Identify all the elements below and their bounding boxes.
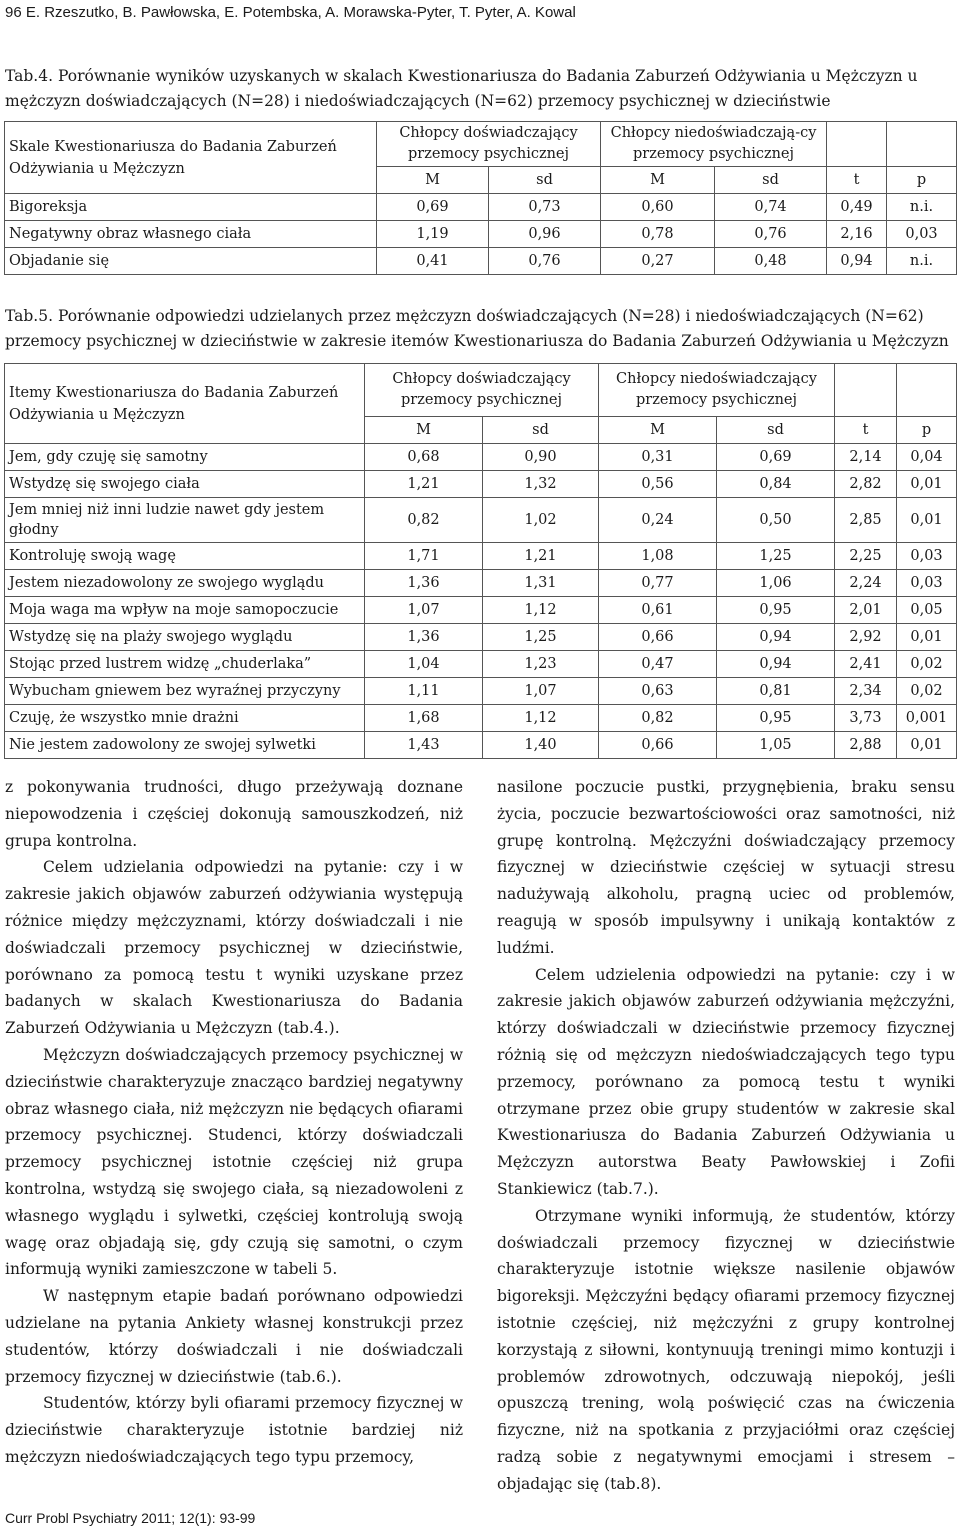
cell: 0,81 — [717, 678, 835, 705]
cell: 1,02 — [483, 498, 599, 543]
cell: 1,36 — [365, 624, 483, 651]
cell: 1,71 — [365, 543, 483, 570]
cell: 0,95 — [717, 597, 835, 624]
table-row — [5, 543, 957, 570]
row-label: Wstydzę się na plaży swojego wyglądu — [5, 624, 365, 651]
cell: 3,73 — [835, 705, 897, 732]
table-5-col-header: t — [835, 417, 897, 444]
paragraph: Mężczyzn doświadczających przemocy psychicznej w dzieciństwie charakteryzuje znacząco bardziej negatywny obraz własnego ciała, niż mężczyzn nie będących ofiarami przemocy psychicznej. Studenci, którzy doświadczali przemocy psychicznej istotnie częściej niż grupa kontrolna, wstydzą się swojego ciała, są niezadowoleni z własnego wyglądu i sylwetki, częściej kontrolują swoją wagę oraz objadają się, gdy czują się samotni, o czym informują wyniki zamieszczone w tabeli 5. — [5, 1045, 463, 1279]
table-row — [5, 570, 957, 597]
cell: 2,16 — [827, 221, 887, 248]
cell: 0,24 — [599, 498, 717, 543]
paragraph: Celem udzielania odpowiedzi na pytanie: czy i w zakresie jakich objawów zaburzeń odżywiania występują różnice między mężczyznami, którzy doświadczali i nie doświadczali przemocy psychicznej w dzieciństwie, porównano za pomocą testu t wyniki uzyskane przez badanych w skalach Kwestionariusza do Badania Zaburzeń Odżywiania u Mężczyzn (tab.4.). — [5, 858, 463, 1038]
row-label: Jem mniej niż inni ludzie nawet gdy jestem głodny — [5, 498, 365, 543]
cell: 0,94 — [827, 248, 887, 275]
cell: 2,25 — [835, 543, 897, 570]
cell: 1,25 — [717, 543, 835, 570]
paragraph: Studentów, którzy byli ofiarami przemocy fizycznej w dzieciństwie charakteryzuje istotnie bardziej niż mężczyzn niedoświadczających tego typu przemocy, — [5, 1394, 463, 1466]
table-4-col-header: M — [377, 167, 489, 194]
cell: 0,66 — [599, 732, 717, 759]
cell: 0,78 — [601, 221, 715, 248]
cell: 1,21 — [365, 471, 483, 498]
cell: 0,04 — [897, 444, 957, 471]
cell: 1,08 — [599, 543, 717, 570]
cell: 1,32 — [483, 471, 599, 498]
paragraph: nasilone poczucie pustki, przygnębienia, braku sensu życia, poczucie bezwartościowości oraz samotności, niż grupę kontrolną. Mężczyźni doświadczający przemocy fizycznej w dzieciństwie częściej w sytuacji stresu nadużywają alkoholu, pragną uciec od problemów, reagują w sposób impulsywny i unikają kontaktów z ludźmi. — [497, 778, 955, 957]
cell: 0,61 — [599, 597, 717, 624]
table-5-group-control: Chłopcy niedoświadczający przemocy psychicznej — [599, 364, 835, 417]
paragraph: Celem udzielenia odpowiedzi na pytanie: czy i w zakresie jakich objawów zaburzeń odżywiania mężczyźni, którzy doświadczali w dzieciństwie przemocy fizycznej różnią się od mężczyzn niedoświadczających tego typu przemocy, porównano za pomocą testu t wyniki otrzymane przez obie grupy studentów w zakresie skal Kwestionariusza do Badania Zaburzeń Odżywiania u Mężczyzn autorstwa Beaty Pawłowskiej i Zofii Stankiewicz (tab.7.). — [497, 965, 955, 1198]
cell: 0,05 — [897, 597, 957, 624]
row-label: Negatywny obraz własnego ciała — [5, 221, 377, 248]
table-5-col-header: p — [897, 417, 957, 444]
cell: 1,06 — [717, 570, 835, 597]
running-header: 96 E. Rzeszutko, B. Pawłowska, E. Potembska, A. Morawska-Pyter, T. Pyter, A. Kowal — [5, 4, 576, 21]
row-label: Czuję, że wszystko mnie drażni — [5, 705, 365, 732]
table-row — [5, 651, 957, 678]
cell: 0,001 — [897, 705, 957, 732]
cell: 0,01 — [897, 732, 957, 759]
cell: 0,76 — [715, 221, 827, 248]
row-label: Bigoreksja — [5, 194, 377, 221]
table-row — [5, 471, 957, 498]
table-row — [5, 597, 957, 624]
cell: 1,04 — [365, 651, 483, 678]
cell: 0,47 — [599, 651, 717, 678]
cell: 1,36 — [365, 570, 483, 597]
cell: 1,68 — [365, 705, 483, 732]
cell: 1,19 — [377, 221, 489, 248]
table-row — [5, 624, 957, 651]
table-row — [5, 444, 957, 471]
row-label: Nie jestem zadowolony ze swojej sylwetki — [5, 732, 365, 759]
cell: n.i. — [887, 248, 957, 275]
cell: 2,82 — [835, 471, 897, 498]
cell: 0,31 — [599, 444, 717, 471]
cell: 0,03 — [897, 543, 957, 570]
table-row — [5, 498, 957, 543]
table-4-col-header: t — [827, 167, 887, 194]
table-5-group-abused: Chłopcy doświadczający przemocy psychicznej — [365, 364, 599, 417]
cell: 0,76 — [489, 248, 601, 275]
cell: 1,07 — [365, 597, 483, 624]
table-4-col-header: p — [887, 167, 957, 194]
cell: 0,96 — [489, 221, 601, 248]
cell: 1,21 — [483, 543, 599, 570]
table-4-caption: Tab.4. Porównanie wyników uzyskanych w skalach Kwestionariusza do Badania Zaburzeń Odżywiania u Mężczyzn u mężczyzn doświadczających (N=28) i niedoświadczających (N=62) przemocy psychicznej w dzieciństwie — [5, 67, 918, 110]
cell: 1,12 — [483, 705, 599, 732]
cell: 1,23 — [483, 651, 599, 678]
body-column-right — [497, 774, 955, 1498]
cell: 0,82 — [365, 498, 483, 543]
table-5-stub-header: Itemy Kwestionariusza do Badania Zaburzeń Odżywiania u Mężczyzn — [5, 364, 365, 444]
table-5-col-header: M — [365, 417, 483, 444]
row-label: Objadanie się — [5, 248, 377, 275]
table-row — [5, 705, 957, 732]
table-5-empty-cell — [835, 364, 897, 417]
cell: 2,88 — [835, 732, 897, 759]
body-column-left — [5, 774, 463, 1471]
cell: 0,03 — [887, 221, 957, 248]
table-5-col-header: sd — [483, 417, 599, 444]
table-4-stub-header: Skale Kwestionariusza do Badania Zaburzeń Odżywiania u Mężczyzn — [5, 122, 377, 194]
table-5-empty-cell — [897, 364, 957, 417]
paragraph: Otrzymane wyniki informują, że studentów, którzy doświadczali przemocy fizycznej w dzieciństwie charakteryzuje istotnie większe nasilenie objawów bigoreksji. Mężczyźni będący ofiarami przemocy fizycznej istotnie częściej, niż mężczyźni z grupy kontrolnej korzystają z siłowni, kontynuują treningi mimo kontuzji i problemów zdrowotnych, odczuwają niepokój, jeśli opuszczą trening, wolą poświęcić czas na ćwiczenia fizyczne, niż na spotkania z przyjaciółmi oraz częściej radzą sobie z negatywnymi emocjami i stresem – objadając się (tab.8). — [497, 1206, 955, 1493]
cell: 0,73 — [489, 194, 601, 221]
cell: 0,01 — [897, 624, 957, 651]
cell: 1,25 — [483, 624, 599, 651]
table-4-col-header: M — [601, 167, 715, 194]
cell: 0,56 — [599, 471, 717, 498]
cell: n.i. — [887, 194, 957, 221]
row-label: Kontroluję swoją wagę — [5, 543, 365, 570]
cell: 0,77 — [599, 570, 717, 597]
table-row — [5, 678, 957, 705]
table-5-col-header: M — [599, 417, 717, 444]
cell: 0,63 — [599, 678, 717, 705]
cell: 0,48 — [715, 248, 827, 275]
table-4-group-control: Chłopcy niedoświadczają-cy przemocy psychicznej — [601, 122, 827, 167]
table-4-group-abused: Chłopcy doświadczający przemocy psychicznej — [377, 122, 601, 167]
cell: 0,03 — [897, 570, 957, 597]
paragraph: W następnym etapie badań porównano odpowiedzi udzielane na pytania Ankiety własnej konstrukcji przez studentów, którzy doświadczali i nie doświadczali przemocy fizycznej w dzieciństwie (tab.6.). — [5, 1287, 463, 1386]
paragraph: z pokonywania trudności, długo przeżywają doznane niepowodzenia i częściej dokonują samouszkodzeń, niż grupa kontrolna. — [5, 778, 463, 850]
table-row — [5, 221, 957, 248]
table-row — [5, 194, 957, 221]
cell: 2,85 — [835, 498, 897, 543]
cell: 0,82 — [599, 705, 717, 732]
cell: 0,69 — [377, 194, 489, 221]
cell: 0,90 — [483, 444, 599, 471]
table-5 — [4, 363, 957, 759]
table-4-empty-cell — [887, 122, 957, 167]
cell: 2,24 — [835, 570, 897, 597]
cell: 0,01 — [897, 471, 957, 498]
cell: 1,11 — [365, 678, 483, 705]
table-4-empty-cell — [827, 122, 887, 167]
row-label: Jem, gdy czuję się samotny — [5, 444, 365, 471]
table-4-col-header: sd — [489, 167, 601, 194]
row-label: Wybucham gniewem bez wyraźnej przyczyny — [5, 678, 365, 705]
cell: 0,49 — [827, 194, 887, 221]
row-label: Jestem niezadowolony ze swojego wyglądu — [5, 570, 365, 597]
cell: 0,66 — [599, 624, 717, 651]
cell: 2,01 — [835, 597, 897, 624]
cell: 0,41 — [377, 248, 489, 275]
cell: 1,40 — [483, 732, 599, 759]
table-5-caption: Tab.5. Porównanie odpowiedzi udzielanych przez mężczyzn doświadczających (N=28) i niedoświadczających (N=62) przemocy psychicznej w dzieciństwie w zakresie itemów Kwestionariusza do Badania Zaburzeń Odżywiania u Mężczyzn — [5, 307, 949, 350]
table-4 — [4, 121, 957, 275]
row-label: Wstydzę się swojego ciała — [5, 471, 365, 498]
row-label: Stojąc przed lustrem widzę „chuderlaka” — [5, 651, 365, 678]
table-5-col-header: sd — [717, 417, 835, 444]
table-4-col-header: sd — [715, 167, 827, 194]
cell: 0,02 — [897, 651, 957, 678]
cell: 2,14 — [835, 444, 897, 471]
cell: 1,43 — [365, 732, 483, 759]
cell: 0,74 — [715, 194, 827, 221]
cell: 0,95 — [717, 705, 835, 732]
cell: 0,02 — [897, 678, 957, 705]
cell: 2,92 — [835, 624, 897, 651]
cell: 2,34 — [835, 678, 897, 705]
cell: 0,68 — [365, 444, 483, 471]
journal-footer: Curr Probl Psychiatry 2011; 12(1): 93-99 — [5, 1510, 256, 1526]
cell: 1,05 — [717, 732, 835, 759]
cell: 0,27 — [601, 248, 715, 275]
cell: 1,31 — [483, 570, 599, 597]
cell: 0,94 — [717, 651, 835, 678]
row-label: Moja waga ma wpływ na moje samopoczucie — [5, 597, 365, 624]
cell: 1,07 — [483, 678, 599, 705]
cell: 0,50 — [717, 498, 835, 543]
cell: 0,84 — [717, 471, 835, 498]
table-row — [5, 248, 957, 275]
cell: 1,12 — [483, 597, 599, 624]
cell: 2,41 — [835, 651, 897, 678]
table-row — [5, 732, 957, 759]
cell: 0,60 — [601, 194, 715, 221]
cell: 0,69 — [717, 444, 835, 471]
cell: 0,94 — [717, 624, 835, 651]
cell: 0,01 — [897, 498, 957, 543]
